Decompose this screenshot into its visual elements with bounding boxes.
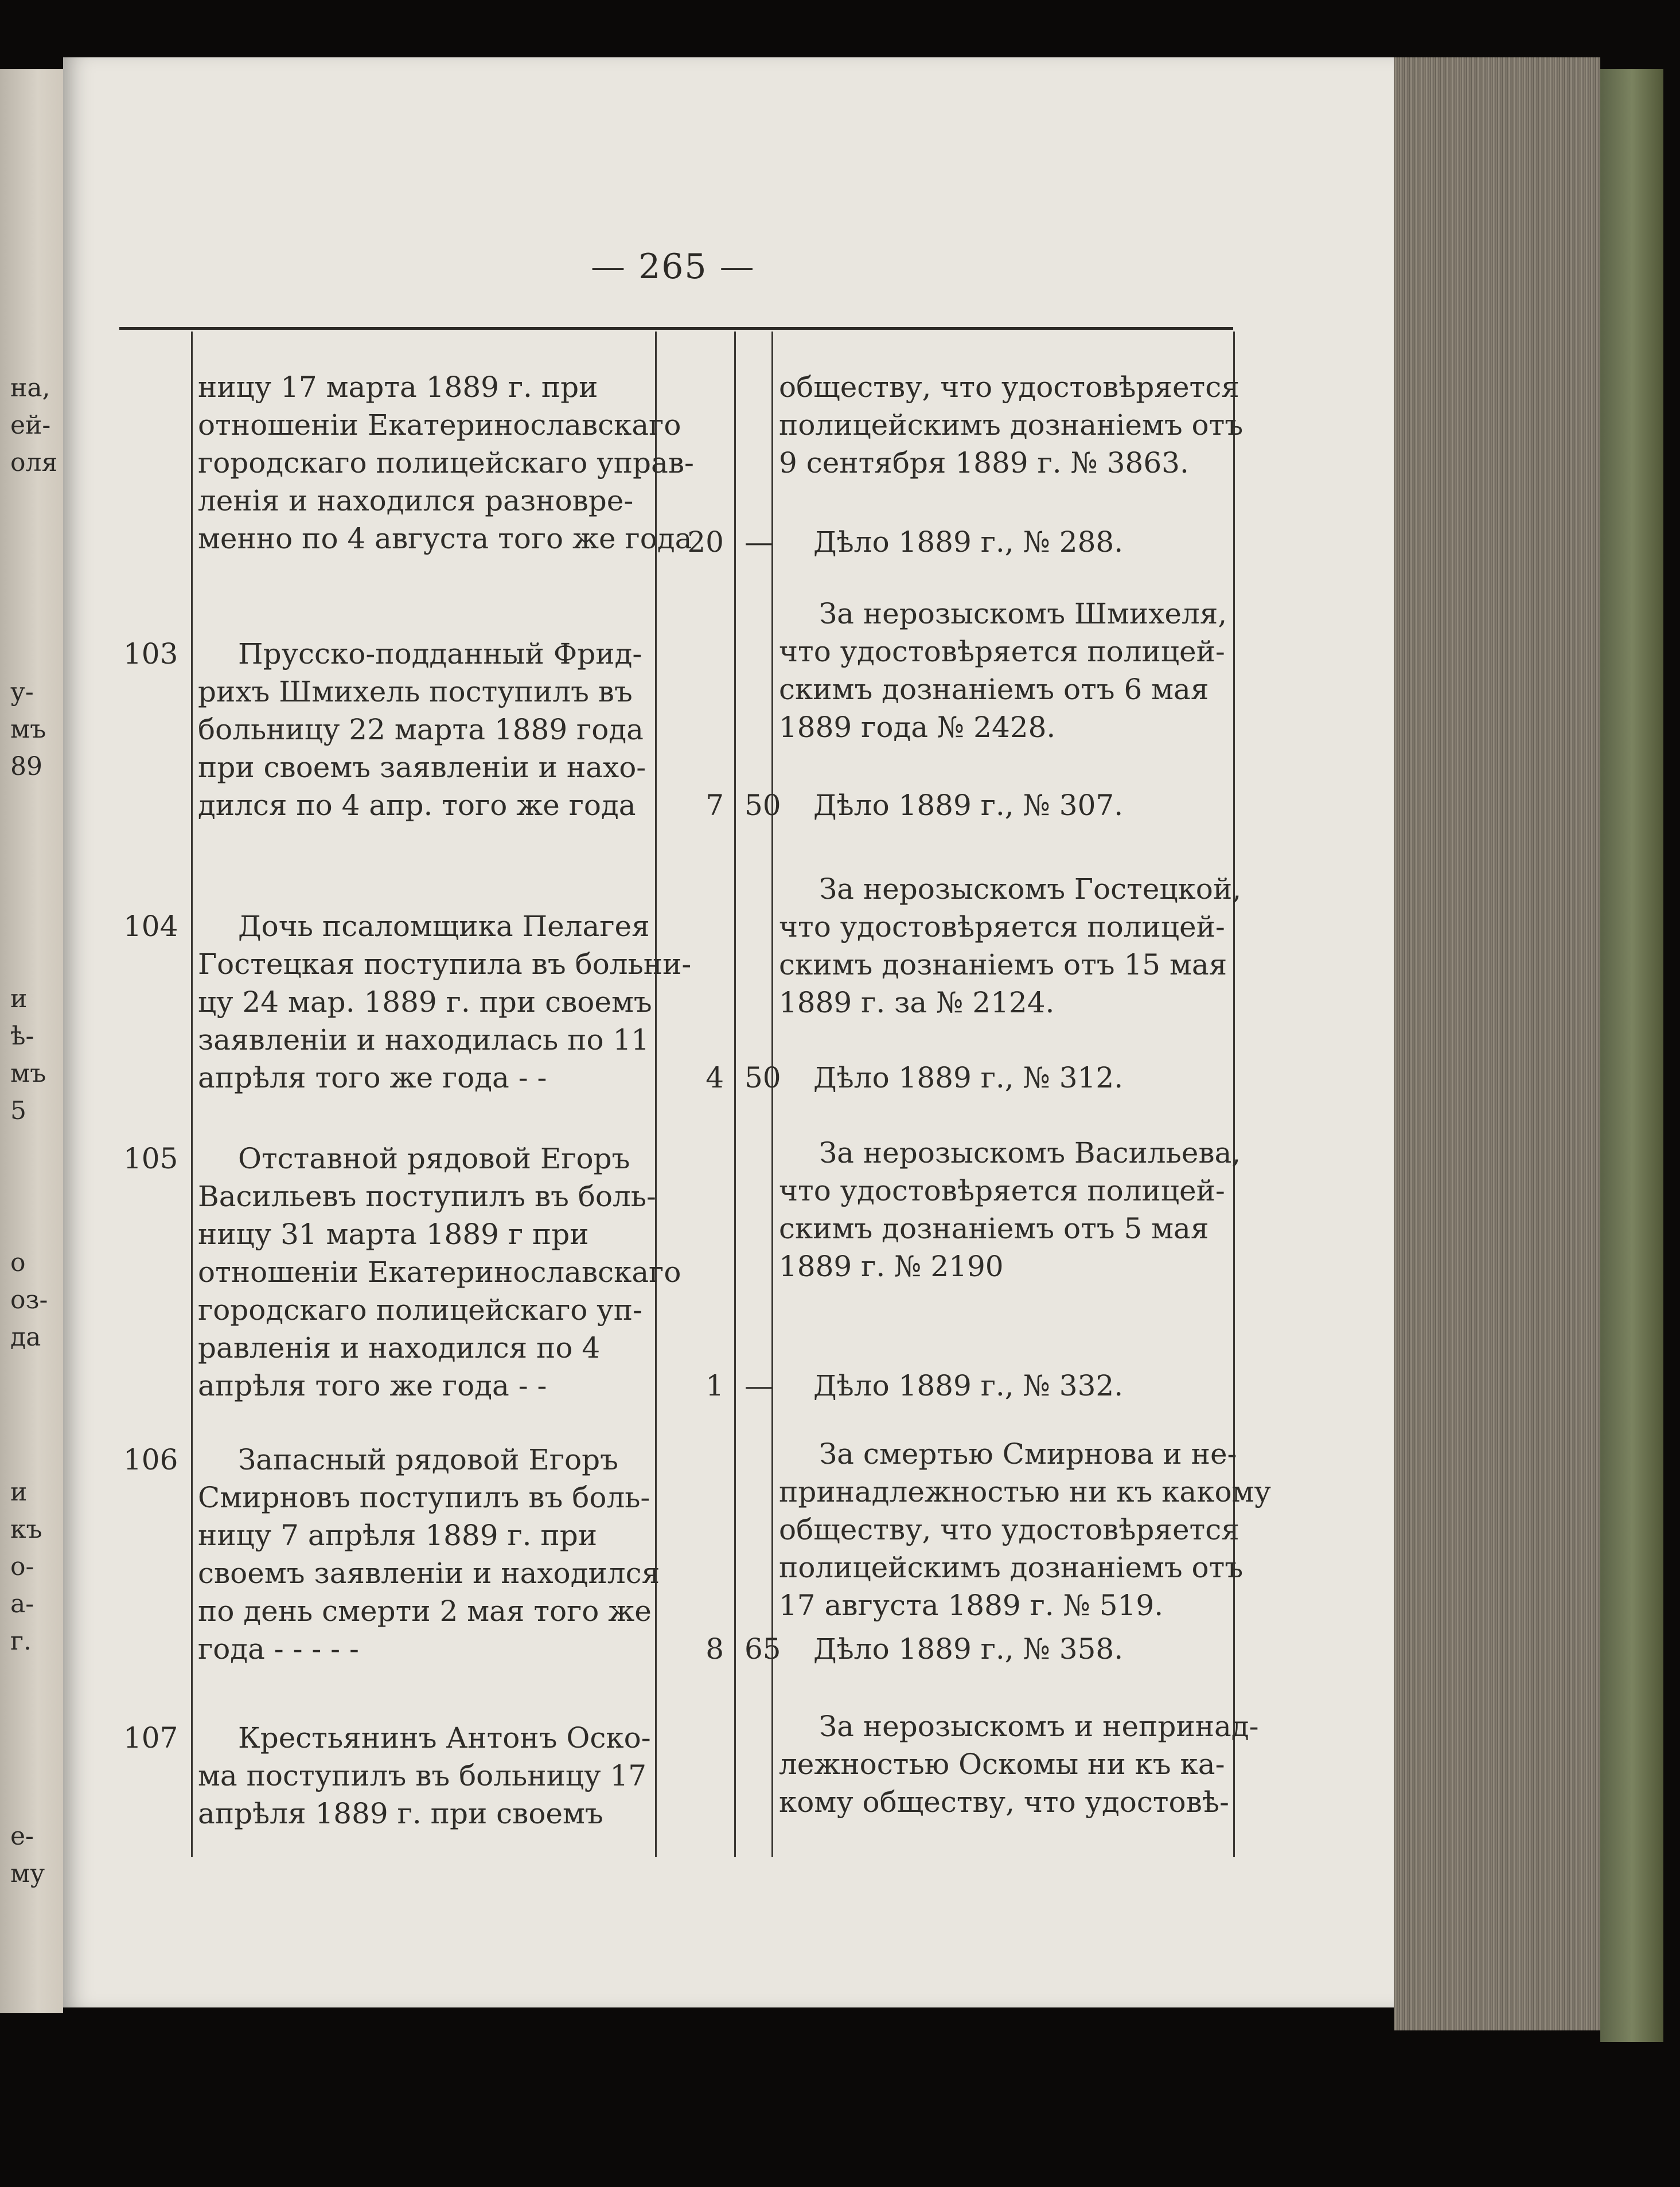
left-fragment: мъ (10, 715, 46, 744)
book-cover (1600, 69, 1663, 2042)
entry-number: 103 (123, 637, 178, 670)
description-line: Запасный рядовой Егоръ (238, 1443, 618, 1476)
reason-line: скимъ дознаніемъ отъ 15 мая (779, 948, 1227, 981)
left-page-edge (0, 69, 63, 2013)
description-line: апрѣля 1889 г. при своемъ (198, 1797, 603, 1830)
left-fragment: е- (10, 1822, 34, 1851)
reason-line: полицейскимъ дознаніемъ отъ (779, 408, 1244, 442)
description-line: ленія и находился разновре- (198, 484, 634, 517)
description-line: рихъ Шмихель поступилъ въ (198, 675, 633, 708)
left-fragment: о- (10, 1552, 34, 1581)
description-line: ницу 31 марта 1889 г при (198, 1218, 589, 1251)
description-line: Дочь псаломщика Пелагея (238, 910, 650, 943)
description-line: Смирновъ поступилъ въ боль- (198, 1481, 650, 1514)
reason-line: полицейскимъ дознаніемъ отъ (779, 1551, 1244, 1584)
reason-line: лежностью Оскомы ни къ ка- (779, 1748, 1225, 1781)
entry-number: 104 (123, 910, 178, 943)
amount-kopecks: 50 (744, 1061, 781, 1094)
left-fragment: оля (10, 448, 58, 477)
entry-number: 105 (123, 1142, 178, 1175)
left-fragment: къ (10, 1515, 42, 1544)
reason-line: кому обществу, что удостовѣ- (779, 1786, 1229, 1819)
description-line: городскаго полицейскаго управ- (198, 446, 694, 479)
left-fragment: г. (10, 1627, 32, 1656)
left-fragment: ей- (10, 411, 51, 440)
description-line: по день смерти 2 мая того же (198, 1595, 652, 1628)
description-line: заявленіи и находилась по 11 (198, 1023, 650, 1057)
reason-line: За нерозыскомъ Шмихеля, (819, 597, 1227, 630)
amount-rubles: 20 (687, 525, 724, 559)
description-line: цу 24 мар. 1889 г. при своемъ (198, 985, 652, 1019)
table-top-rule (119, 327, 1233, 330)
description-line: ницу 7 апрѣля 1889 г. при (198, 1519, 598, 1552)
description-line: Прусско-подданный Фрид- (238, 637, 642, 670)
case-reference: Дѣло 1889 г., № 312. (813, 1061, 1124, 1094)
reason-line: что удостовѣряется полицей- (779, 910, 1225, 944)
reason-line: обществу, что удостовѣряется (779, 371, 1239, 404)
description-line: отношеніи Екатеринославскаго (198, 408, 681, 442)
description-line: Гостецкая поступила въ больни- (198, 948, 692, 981)
description-line: года - - - - - (198, 1632, 359, 1666)
reason-line: За нерозыскомъ Васильева, (819, 1136, 1241, 1169)
column-rule-rubles (734, 332, 736, 1857)
description-line: при своемъ заявленіи и нахо- (198, 751, 646, 784)
case-reference: Дѣло 1889 г., № 307. (813, 789, 1124, 822)
description-line: ницу 17 марта 1889 г. при (198, 371, 598, 404)
page-block-edge (1394, 57, 1600, 2030)
left-fragment: 5 (10, 1096, 26, 1125)
entry-number: 106 (123, 1443, 178, 1476)
left-fragment: оз- (10, 1285, 48, 1315)
amount-rubles: 7 (705, 789, 724, 822)
description-line: апрѣля того же года - - (198, 1061, 547, 1094)
amount-kopecks: 65 (744, 1632, 781, 1666)
left-fragment: на, (10, 373, 50, 403)
reason-line: 17 августа 1889 г. № 519. (779, 1589, 1164, 1622)
reason-line: 1889 г. № 2190 (779, 1250, 1004, 1283)
description-line: городскаго полицейскаго уп- (198, 1293, 642, 1327)
description-line: равленія и находился по 4 (198, 1331, 601, 1365)
column-rule-number (191, 332, 193, 1857)
left-fragment: мъ (10, 1059, 46, 1088)
reason-line: принадлежностью ни къ какому (779, 1475, 1271, 1508)
case-reference: Дѣло 1889 г., № 288. (813, 525, 1124, 559)
column-rule-description (655, 332, 657, 1857)
reason-line: что удостовѣряется полицей- (779, 635, 1225, 668)
reason-line: скимъ дознаніемъ отъ 5 мая (779, 1212, 1209, 1245)
reason-line: 1889 года № 2428. (779, 711, 1056, 744)
description-line: менно по 4 августа того же года (198, 522, 692, 555)
amount-rubles: 4 (705, 1061, 724, 1094)
description-line: Отставной рядовой Егоръ (238, 1142, 630, 1175)
left-fragment: и (10, 984, 28, 1013)
amount-kopecks: 50 (744, 789, 781, 822)
reason-line: За нерозыскомъ Гостецкой, (819, 872, 1242, 906)
description-line: Васильевъ поступилъ въ боль- (198, 1180, 656, 1213)
reason-line: скимъ дознаніемъ отъ 6 мая (779, 673, 1209, 706)
reason-line: За нерозыскомъ и непринад- (819, 1710, 1259, 1743)
amount-rubles: 8 (705, 1632, 724, 1666)
description-line: отношеніи Екатеринославскаго (198, 1256, 681, 1289)
description-line: своемъ заявленіи и находился (198, 1557, 660, 1590)
case-reference: Дѣло 1889 г., № 332. (813, 1369, 1124, 1402)
reason-line: что удостовѣряется полицей- (779, 1174, 1225, 1207)
column-rule-right (1233, 332, 1235, 1857)
description-line: дился по 4 апр. того же года (198, 789, 636, 822)
reason-line: 9 сентября 1889 г. № 3863. (779, 446, 1189, 479)
amount-rubles: 1 (705, 1369, 724, 1402)
reason-line: За смертью Смирнова и не- (819, 1437, 1237, 1471)
description-line: апрѣля того же года - - (198, 1369, 547, 1402)
amount-kopecks: — (744, 1369, 773, 1402)
left-fragment: ѣ- (10, 1022, 34, 1051)
reason-line: обществу, что удостовѣряется (779, 1513, 1239, 1546)
reason-line: 1889 г. за № 2124. (779, 986, 1055, 1019)
column-rule-kopecks (771, 332, 773, 1857)
left-fragment: 89 (10, 752, 42, 781)
entry-number: 107 (123, 1721, 178, 1755)
left-fragment: у- (10, 677, 34, 707)
description-line: ма поступилъ въ больницу 17 (198, 1759, 647, 1792)
amount-kopecks: — (744, 525, 773, 559)
left-fragment: а- (10, 1589, 34, 1619)
page-number: — 265 — (591, 247, 755, 287)
left-fragment: да (10, 1323, 41, 1352)
left-fragment: о (10, 1248, 26, 1277)
left-fragment: и (10, 1478, 28, 1507)
left-fragment: му (10, 1859, 45, 1888)
case-reference: Дѣло 1889 г., № 358. (813, 1632, 1124, 1666)
description-line: больницу 22 марта 1889 года (198, 713, 644, 746)
description-line: Крестьянинъ Антонъ Оско- (238, 1721, 651, 1755)
